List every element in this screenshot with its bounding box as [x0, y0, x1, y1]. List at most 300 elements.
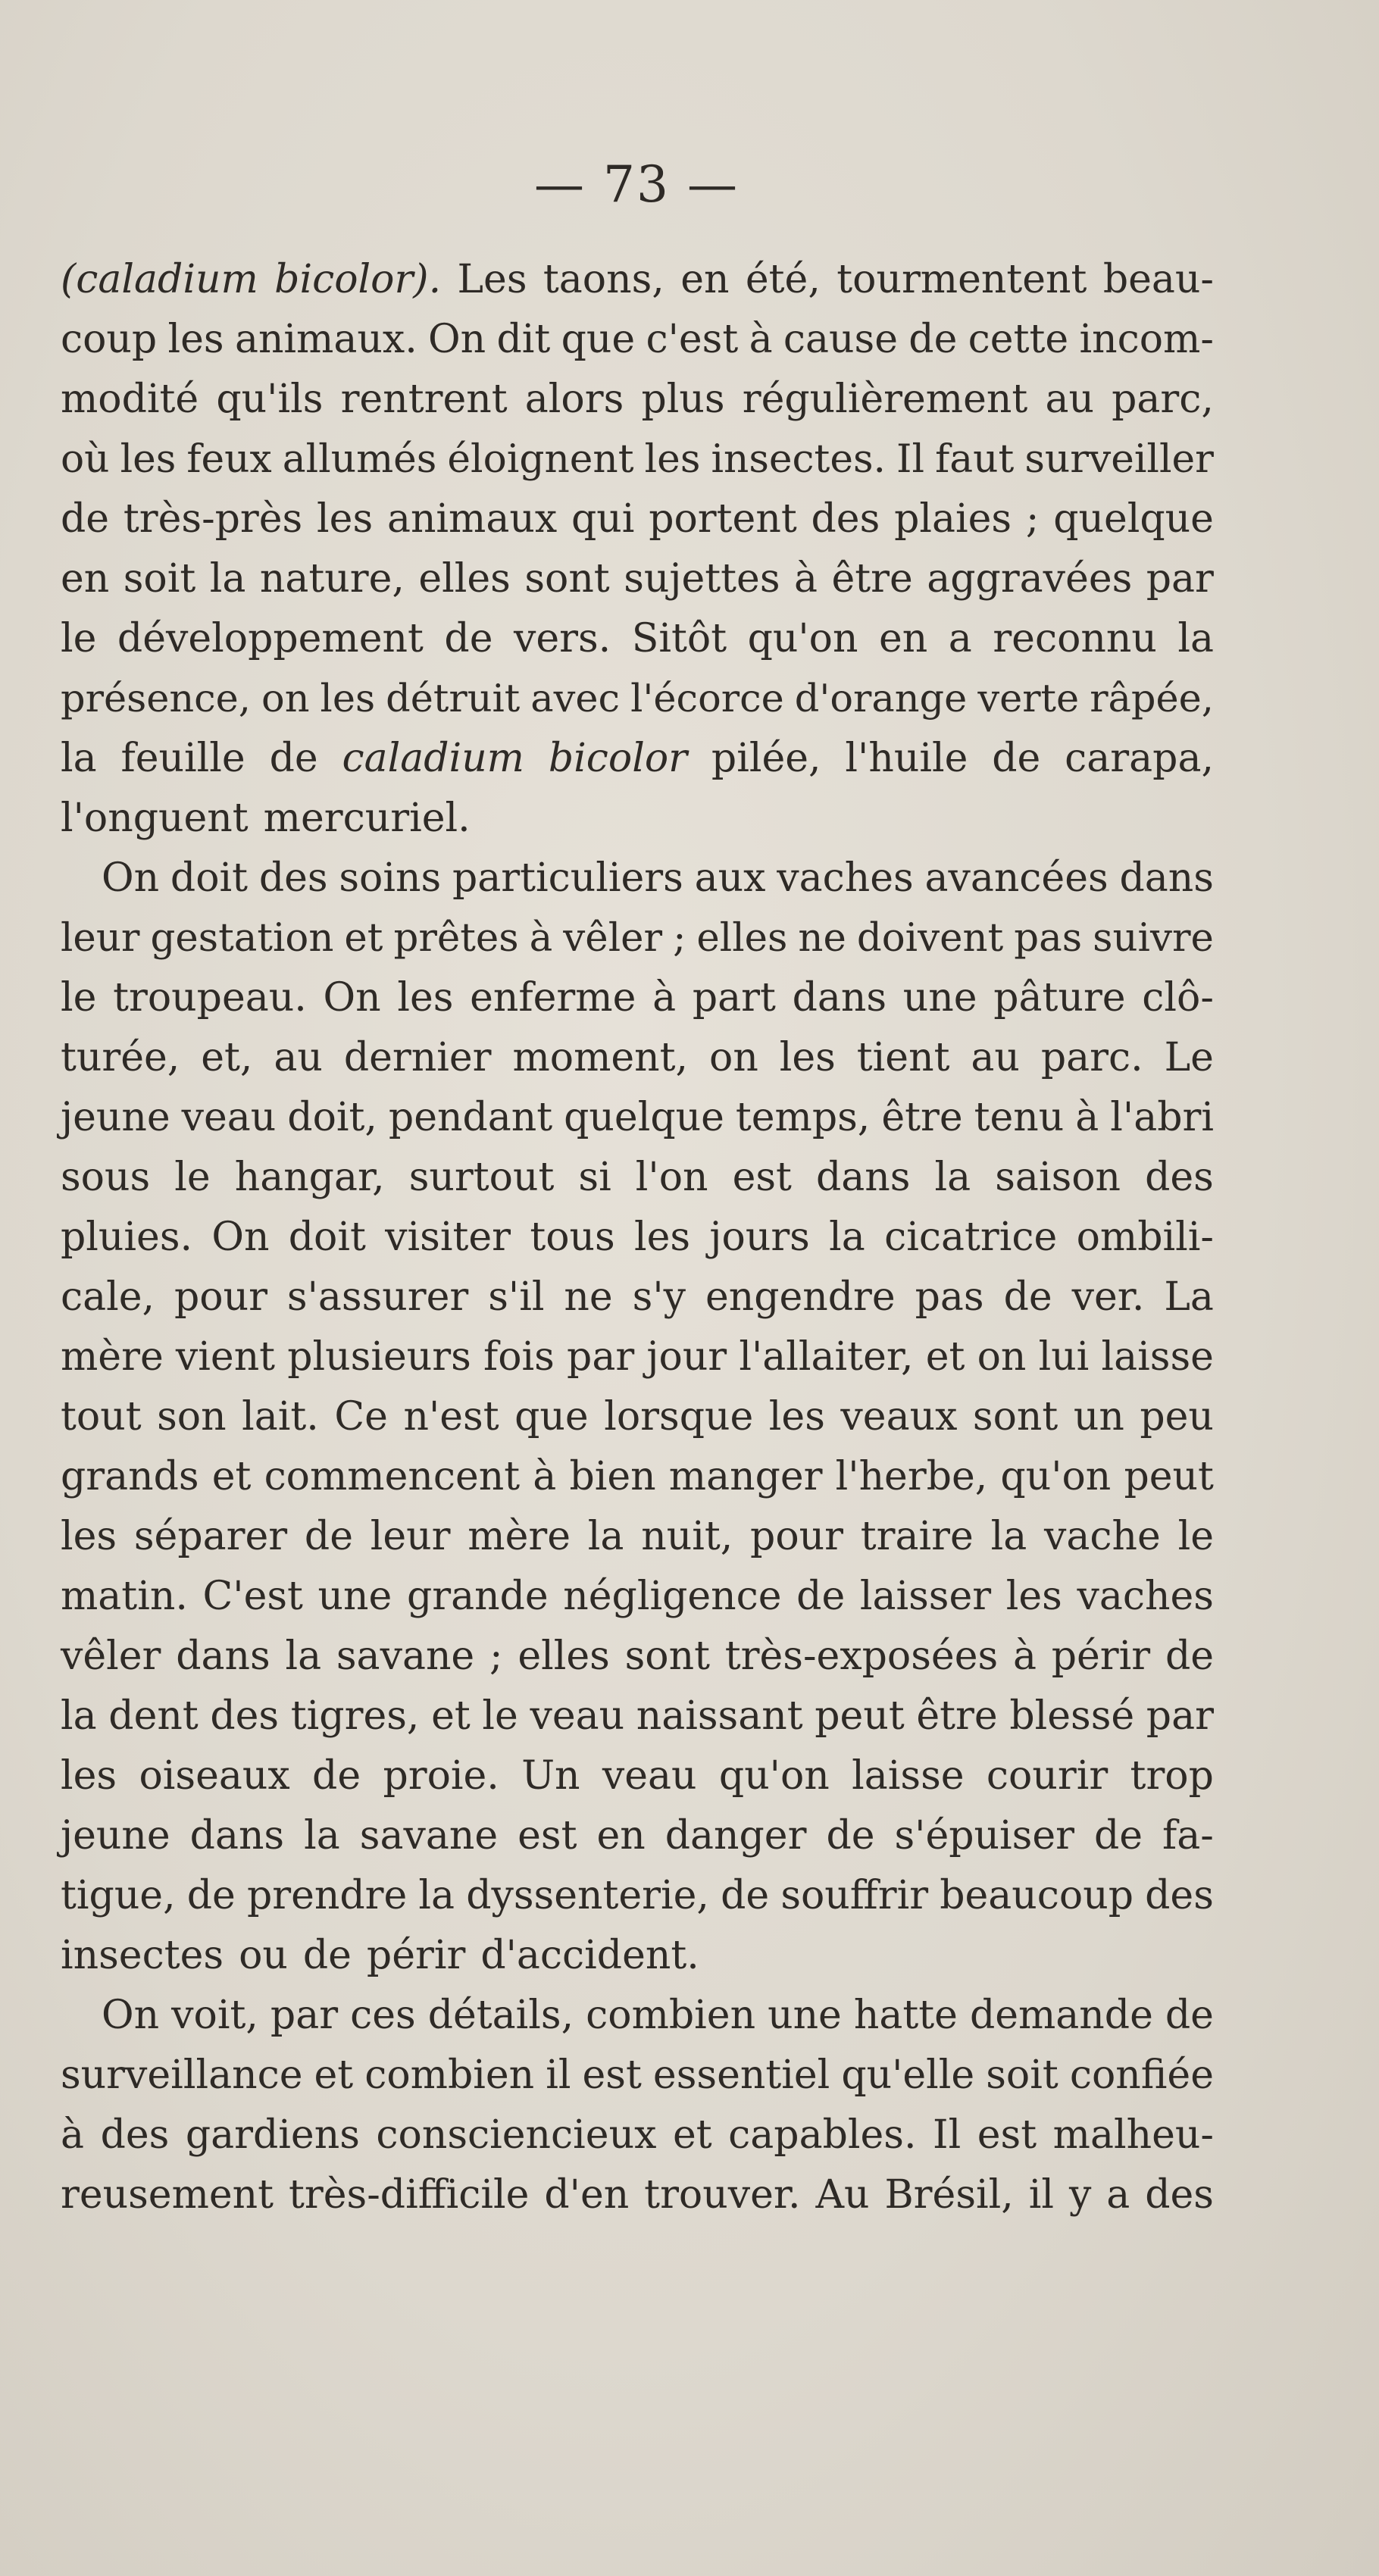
text-line [61, 1088, 1214, 1148]
word: On [323, 975, 381, 1021]
word: cette [968, 317, 1069, 362]
word: a [948, 616, 972, 661]
word: à [529, 915, 553, 961]
word: de [1165, 1993, 1214, 2038]
word: développement [117, 616, 424, 661]
word: s'assurer [286, 1274, 469, 1320]
word: au [971, 1035, 1020, 1080]
word: gardiens [185, 2112, 360, 2158]
text-line [61, 1627, 1214, 1687]
word: le [61, 616, 97, 661]
word: essentiel [652, 2052, 830, 2098]
word: combien [364, 2052, 535, 2098]
word: et, [201, 1035, 253, 1080]
word: dent [108, 1693, 199, 1739]
word: être [916, 1693, 998, 1739]
word: détails, [427, 1993, 574, 2038]
word: peu [1140, 1394, 1214, 1440]
word: troupeau. [113, 975, 307, 1021]
word: ne [798, 915, 846, 961]
word: pendant [388, 1095, 553, 1140]
word: beaucoup [940, 1873, 1134, 1918]
word: veau [530, 1693, 625, 1739]
word: lait. [242, 1394, 319, 1440]
word: par [1146, 556, 1214, 602]
word: il [546, 2052, 571, 2098]
word: animaux. [234, 317, 417, 362]
word: de [1165, 1633, 1214, 1679]
word: les [61, 1753, 117, 1799]
word: mère [61, 1334, 164, 1380]
word: de [1003, 1274, 1052, 1320]
word: Le [1164, 1035, 1214, 1080]
word: l'herbe, [835, 1454, 988, 1499]
text-line [61, 1447, 1214, 1507]
text-line [61, 968, 1214, 1028]
word: la [990, 1514, 1027, 1559]
word: des [811, 496, 880, 542]
word: prêtes [393, 915, 519, 961]
word: la [934, 1155, 971, 1200]
word: par [1146, 1693, 1214, 1739]
word: sous [61, 1155, 151, 1200]
word: à [1012, 1633, 1037, 1679]
text-line [61, 1687, 1214, 1746]
word: à [749, 317, 773, 362]
word: à [533, 1454, 557, 1499]
word: traire [860, 1514, 974, 1559]
word: s'épuiser [894, 1813, 1074, 1859]
word: dans [1119, 855, 1214, 901]
word: de [992, 736, 1041, 781]
word: doit [170, 855, 249, 901]
word: son [157, 1394, 227, 1440]
word: la [61, 1693, 97, 1739]
word: jour [646, 1334, 727, 1380]
word: particuliers [452, 855, 683, 901]
word: tenu [974, 1095, 1065, 1140]
text-line [61, 2165, 1214, 2225]
word: proie. [383, 1753, 499, 1799]
word: taons, [543, 257, 664, 302]
word: les [320, 677, 376, 721]
word: mère [467, 1514, 571, 1559]
word: plaies [894, 496, 1012, 542]
word: leur [61, 915, 140, 961]
word: ; [673, 915, 686, 961]
text-line [61, 1148, 1214, 1208]
text-line [61, 1806, 1214, 1866]
page-number: — 73 — [534, 155, 739, 214]
text-line [61, 1268, 1214, 1327]
word: souffrir [780, 1873, 929, 1918]
word: leur [370, 1514, 451, 1559]
word: de [61, 496, 110, 542]
text-line [61, 1208, 1214, 1268]
word: régulièrement [742, 377, 1028, 422]
word: commencent [264, 1454, 521, 1499]
word: de [1093, 1813, 1143, 1859]
word: part [692, 975, 776, 1021]
word: de [721, 1873, 770, 1918]
word: insectes. [711, 436, 886, 482]
word: et [925, 1334, 965, 1380]
word: le [174, 1155, 211, 1200]
word: de [796, 1574, 846, 1619]
word: ombili- [1076, 1215, 1214, 1260]
word: tigres, [290, 1693, 420, 1739]
word: Il [933, 2112, 962, 2158]
word: qu'ils [216, 377, 324, 422]
word: une [768, 1993, 842, 2038]
word: nuit, [641, 1514, 733, 1559]
word: La [1164, 1274, 1214, 1320]
word: présence, [61, 677, 251, 721]
word: malheu- [1052, 2112, 1214, 2158]
text-line [61, 430, 1214, 489]
word: être [831, 556, 913, 602]
word: tourmentent [836, 257, 1087, 302]
word: c'est [646, 317, 739, 362]
word: d'accident. [480, 1933, 699, 1978]
word: C'est [202, 1574, 303, 1619]
word: qu'elle [841, 2052, 975, 2098]
word: les [120, 436, 177, 482]
word: voit, [171, 1993, 258, 2038]
word: et [431, 1693, 471, 1739]
word: feuille [120, 736, 245, 781]
text-line [61, 1327, 1214, 1387]
word: hangar, [234, 1155, 385, 1200]
word: de [908, 317, 958, 362]
word: Les [457, 257, 527, 302]
word: sont [524, 556, 610, 602]
word: les [397, 975, 454, 1021]
word: feux [186, 436, 272, 482]
word: de [269, 736, 318, 781]
word: n'est [403, 1394, 499, 1440]
word: dans [816, 1155, 911, 1200]
word: par [270, 1993, 339, 2038]
word: être [881, 1095, 963, 1140]
word: pluies. [61, 1215, 193, 1260]
text-line [61, 250, 1214, 310]
word: de [826, 1813, 875, 1859]
text-line [61, 1866, 1214, 1926]
word: très-près [123, 496, 303, 542]
word: plus [641, 377, 725, 422]
text-line [61, 310, 1214, 370]
word: rentrent [340, 377, 508, 422]
word: peut [815, 1693, 905, 1739]
word: On [102, 1993, 160, 2038]
word: elles [518, 1633, 610, 1679]
word: manger [668, 1454, 823, 1499]
word: parc. [1040, 1035, 1143, 1080]
text-line [61, 789, 1214, 849]
word: fois [483, 1334, 555, 1380]
word: très-difficile [289, 2172, 530, 2218]
word: veaux [840, 1394, 958, 1440]
word: ver. [1071, 1274, 1145, 1320]
word: très-exposées [724, 1633, 999, 1679]
word: suivre [1093, 915, 1214, 961]
word: On [211, 1215, 270, 1260]
word: s'il [488, 1274, 545, 1320]
word: les [317, 496, 374, 542]
word: turée, [61, 1035, 180, 1080]
word: incom- [1079, 317, 1214, 362]
word: les [1005, 1574, 1062, 1619]
word: soins [339, 855, 442, 901]
word: pilée, [711, 736, 821, 781]
body-text [61, 250, 1214, 2225]
word: bien [569, 1454, 656, 1499]
word: on [261, 677, 310, 721]
word: saison [995, 1155, 1121, 1200]
word: matin. [61, 1574, 188, 1619]
word: coup [61, 317, 158, 362]
word: consciencieux [376, 2112, 657, 2158]
word: ne [564, 1274, 613, 1320]
word: vache [1044, 1514, 1161, 1559]
word: et [211, 1454, 252, 1499]
word: animaux [386, 496, 558, 542]
word: de [444, 616, 493, 661]
word: temps, [735, 1095, 871, 1140]
text-line [61, 1567, 1214, 1627]
word: insectes [61, 1933, 224, 1978]
word: reusement [61, 2172, 274, 2218]
word: au [1045, 377, 1094, 422]
word: savane [336, 1633, 475, 1679]
word: laisser [859, 1574, 992, 1619]
word: en [879, 616, 928, 661]
word: jeune [61, 1095, 170, 1140]
word: vient [175, 1334, 276, 1380]
word: Un [521, 1753, 580, 1799]
word: capables. [728, 2112, 917, 2158]
word: demande [969, 1993, 1153, 2038]
word: doivent [856, 915, 1004, 961]
text-line [61, 609, 1214, 669]
word: enferme [470, 975, 636, 1021]
word: fa- [1162, 1813, 1214, 1859]
word: de [312, 1753, 361, 1799]
word: des [100, 2112, 170, 2158]
text-line [61, 2106, 1214, 2165]
word: l'on [635, 1155, 708, 1200]
word: des [1145, 1873, 1214, 1918]
word: vêler [563, 915, 663, 961]
word: si [578, 1155, 611, 1200]
word: dyssenterie, [466, 1873, 709, 1918]
word: quelque [1053, 496, 1214, 542]
word: visiter [385, 1215, 511, 1260]
word: Au [815, 2172, 870, 2218]
word: modité [61, 377, 199, 422]
word: on [709, 1035, 758, 1080]
word: détruit [386, 677, 521, 721]
word: périr [1051, 1633, 1151, 1679]
text-line [61, 1926, 1214, 1986]
word: on [977, 1334, 1027, 1380]
word: (caladium [61, 257, 258, 302]
text-line [61, 1507, 1214, 1567]
word: d'orange [794, 677, 968, 721]
word: au [274, 1035, 323, 1080]
word: reconnu [993, 616, 1157, 661]
word: elles [418, 556, 511, 602]
word: négligence [563, 1574, 782, 1619]
word: l'allaiter, [739, 1334, 914, 1380]
word: sont [972, 1394, 1058, 1440]
word: surveiller [1024, 436, 1214, 482]
word: vaches [777, 855, 914, 901]
word: dit [496, 317, 551, 362]
text-line [61, 669, 1214, 729]
word: dans [792, 975, 887, 1021]
word: l'onguent [61, 796, 249, 841]
word: danger [664, 1813, 807, 1859]
word: blessé [1009, 1693, 1135, 1739]
word: avancées [924, 855, 1109, 901]
word: périr [366, 1933, 466, 1978]
word: les [167, 317, 224, 362]
word: surtout [408, 1155, 555, 1200]
word: engendre [705, 1274, 896, 1320]
word: parc, [1112, 377, 1214, 422]
word: aux [694, 855, 766, 901]
word: hatte [853, 1993, 958, 2038]
word: de [304, 1514, 353, 1559]
word: et [672, 2112, 712, 2158]
word: où [61, 436, 110, 482]
word: vêler [61, 1633, 161, 1679]
word: veau [602, 1753, 697, 1799]
word: à [61, 2112, 85, 2158]
word: cale, [61, 1274, 155, 1320]
word: été, [745, 257, 821, 302]
word: à [652, 975, 677, 1021]
word: tigue, [61, 1873, 176, 1918]
word: On [102, 855, 160, 901]
word: le [1177, 1514, 1214, 1559]
word: tient [856, 1035, 950, 1080]
word: des [210, 1693, 280, 1739]
word: aggravées [927, 556, 1133, 602]
word: à [793, 556, 818, 602]
word: gestation [150, 915, 334, 961]
text-line [61, 908, 1214, 968]
word: jeune [61, 1813, 170, 1859]
word: de [302, 1933, 352, 1978]
word: il [1028, 2172, 1054, 2218]
word: ou [239, 1933, 288, 1978]
text-line [61, 2046, 1214, 2106]
word: pâture [993, 975, 1126, 1021]
word: quelque [564, 1095, 724, 1140]
word: carapa, [1065, 736, 1214, 781]
word: pas [915, 1274, 984, 1320]
word: l'écorce [630, 677, 784, 721]
word: trop [1130, 1753, 1214, 1799]
word: allumés [282, 436, 437, 482]
word: nature, [259, 556, 405, 602]
word: alors [524, 377, 624, 422]
word: la [61, 736, 97, 781]
word: soit [123, 556, 196, 602]
word: une [317, 1574, 392, 1619]
word: est [518, 1813, 577, 1859]
word: laisse [1101, 1334, 1214, 1380]
word: tout [61, 1394, 142, 1440]
word: en [680, 257, 730, 302]
word: les [61, 1514, 117, 1559]
text-line [61, 1986, 1214, 2046]
word: Brésil, [884, 2172, 1014, 2218]
word: qui [571, 496, 635, 542]
word: la [304, 1813, 340, 1859]
word: que [561, 317, 636, 362]
word: pas [1014, 915, 1083, 961]
text-line [61, 849, 1214, 908]
word: verte [977, 677, 1080, 721]
word: clô- [1142, 975, 1214, 1021]
word: à [1075, 1095, 1099, 1140]
word: sont [624, 1633, 710, 1679]
word: la [587, 1514, 624, 1559]
word: grands [61, 1454, 199, 1499]
word: et [344, 915, 383, 961]
word: doit, [287, 1095, 377, 1140]
word: elles [696, 915, 788, 961]
word: pour [174, 1274, 267, 1320]
word: pour [750, 1514, 843, 1559]
word: grande [406, 1574, 549, 1619]
word: moment, [512, 1035, 689, 1080]
word: séparer [133, 1514, 288, 1559]
word: vers. [513, 616, 611, 661]
word: Il [896, 436, 925, 482]
word: tous [530, 1215, 615, 1260]
word: le [61, 975, 97, 1021]
word: courir [986, 1753, 1109, 1799]
word: en [61, 556, 110, 602]
word: savane [359, 1813, 499, 1859]
word: est [582, 2052, 642, 2098]
text-line [61, 489, 1214, 549]
word: une [902, 975, 977, 1021]
word: a [1106, 2172, 1130, 2218]
word: jours [709, 1215, 810, 1260]
word: confiée [1069, 2052, 1214, 2098]
word: peut [1124, 1454, 1214, 1499]
word: laisse [852, 1753, 965, 1799]
word: par [567, 1334, 635, 1380]
text-line [61, 370, 1214, 430]
word: la [418, 1873, 455, 1918]
word: râpée, [1090, 677, 1214, 721]
word: On [428, 317, 486, 362]
word: plusieurs [287, 1334, 471, 1380]
word: avec [530, 677, 621, 721]
text-line [61, 549, 1214, 609]
word: ces [350, 1993, 416, 2038]
word: sujettes [624, 556, 780, 602]
word: naissant [636, 1693, 803, 1739]
word: trouver. [644, 2172, 801, 2218]
